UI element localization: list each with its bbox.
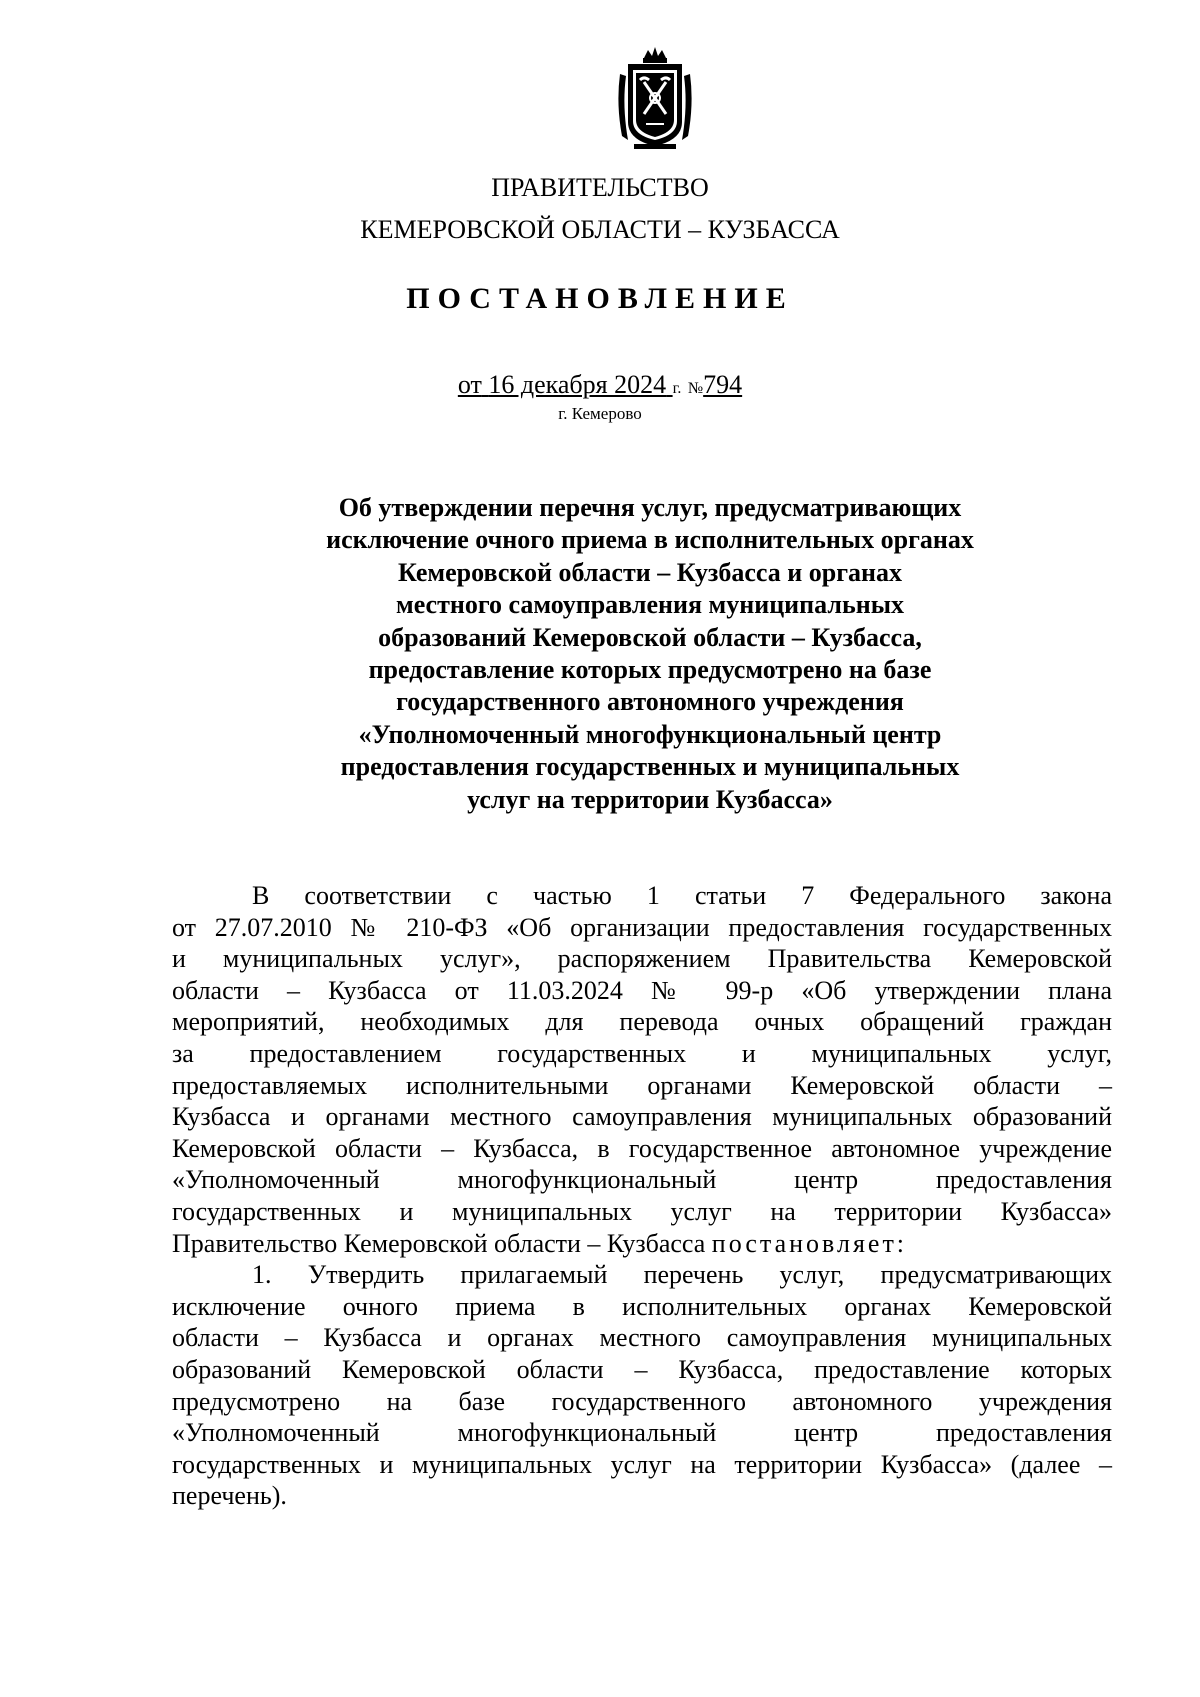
title-line: Кемеровской области – Кузбасса и органах — [398, 557, 902, 587]
title-line: Об утверждении перечня услуг, предусматривающих — [338, 493, 962, 522]
body-line: области – Кузбасса и органах местного самоуправления муниципальных — [172, 1323, 1112, 1353]
date-number-line — [0, 370, 1200, 400]
body-line: от 27.07.2010 № 210-ФЗ «Об организации предоставления государственных — [172, 912, 1112, 942]
date-value: 16 декабря 2024 — [488, 370, 667, 399]
body-line: предусмотрено на базе государственного автономного учреждения — [172, 1386, 1112, 1416]
document-type-heading: ПОСТАНОВЛЕНИЕ — [406, 282, 794, 315]
document-number: 794 — [703, 370, 743, 399]
body-line: исключение очного приема в исполнительных органах Кемеровской — [172, 1291, 1112, 1321]
title-line: услуг на территории Кузбасса» — [467, 784, 833, 814]
body-line: «Уполномоченный многофункциональный центр предоставления — [172, 1418, 1112, 1448]
body-line: предоставляемых исполнительными органами Кемеровской области – — [172, 1070, 1112, 1100]
title-line: образований Кемеровской области – Кузбасса, — [378, 622, 922, 652]
title-line: исключение очного приема в исполнительных органах — [326, 525, 974, 555]
body-text: Правительство Кемеровской области – Кузбасса — [172, 1228, 706, 1258]
paragraph-1 — [172, 880, 1112, 1259]
title-line: местного самоуправления муниципальных — [395, 590, 904, 620]
body-line-final: перечень). — [172, 1481, 287, 1511]
city-label: г. Кемерово — [558, 404, 642, 423]
document-body — [172, 880, 1112, 1512]
title-line: предоставление которых предусмотрено на базе — [368, 655, 932, 685]
title-line: предоставления государственных и муниципальных — [340, 752, 960, 782]
body-line: Кемеровской области – Кузбасса, в государственное автономное учреждение — [172, 1133, 1112, 1163]
body-line: «Уполномоченный многофункциональный центр предоставления — [172, 1165, 1112, 1195]
body-line: Кузбасса и органами местного самоуправления муниципальных образований — [172, 1102, 1112, 1132]
body-line: мероприятий, необходимых для перевода очных обращений граждан — [172, 1007, 1112, 1037]
body-line: образований Кемеровской области – Кузбасса, предоставление которых — [172, 1354, 1112, 1384]
paragraph-2 — [172, 1259, 1112, 1512]
resolution-verb: постановляет: — [711, 1228, 908, 1258]
organization-line-1: ПРАВИТЕЛЬСТВО — [491, 173, 709, 202]
coat-of-arms-icon — [614, 44, 696, 152]
body-line-final — [172, 1228, 1112, 1260]
number-sign: № — [687, 380, 704, 397]
date-prefix: от — [457, 370, 482, 399]
body-line: за предоставлением государственных и муниципальных услуг, — [172, 1038, 1112, 1068]
body-line: и муниципальных услуг», распоряжением Правительства Кемеровской — [172, 944, 1112, 974]
body-line: государственных и муниципальных услуг на территории Кузбасса» — [172, 1196, 1112, 1226]
body-line: В соответствии с частью 1 статьи 7 Федерального закона — [252, 881, 1112, 910]
document-title — [270, 492, 1030, 816]
organization-line-2: КЕМЕРОВСКОЙ ОБЛАСТИ – КУЗБАССА — [360, 215, 840, 244]
body-line: области – Кузбасса от 11.03.2024 № 99-р «Об утверждении плана — [172, 975, 1112, 1005]
title-line: государственного автономного учреждения — [396, 687, 904, 717]
body-line: 1. Утвердить прилагаемый перечень услуг, предусматривающих — [252, 1260, 1112, 1290]
body-line: государственных и муниципальных услуг на территории Кузбасса» (далее – — [172, 1449, 1112, 1479]
year-suffix: г. — [672, 380, 682, 397]
title-line: «Уполномоченный многофункциональный центр — [358, 719, 942, 749]
